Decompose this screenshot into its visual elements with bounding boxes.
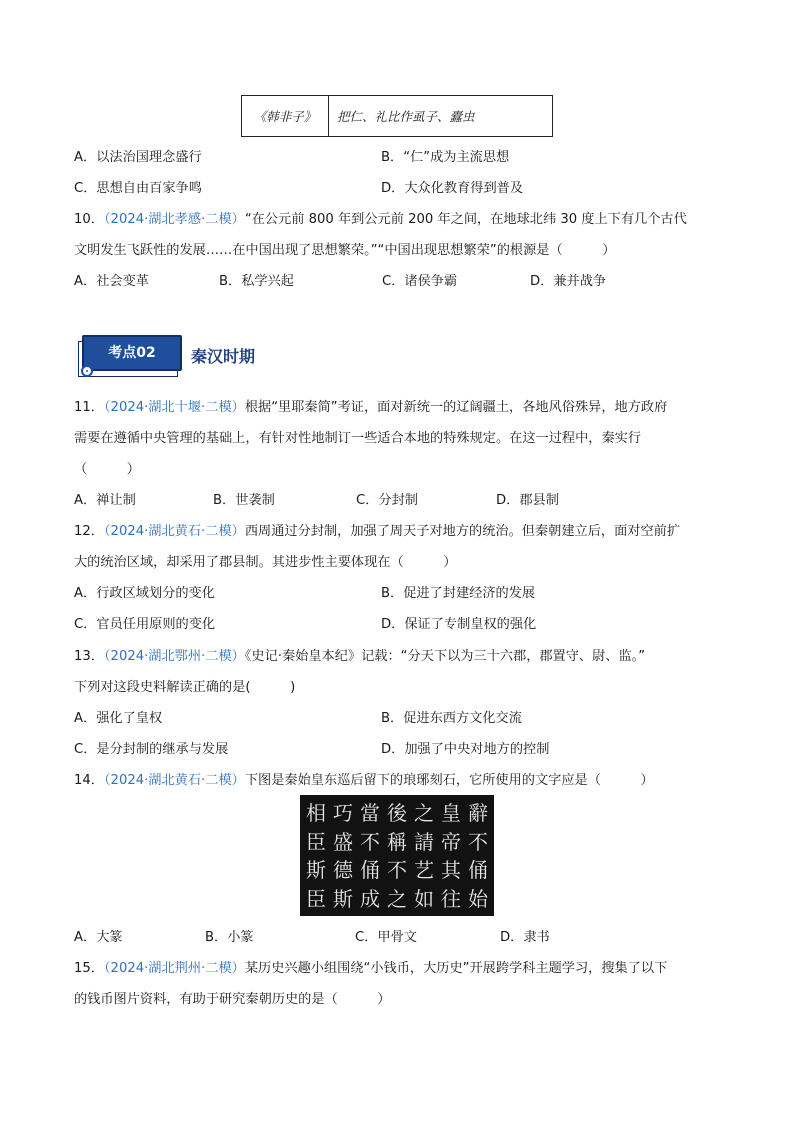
section-badge [78,335,184,377]
stone-column-1: 相臣斯臣 [306,801,326,911]
q14-option-b[interactable]: B．小篆 [205,930,254,945]
q11-text-3: （ ） [74,462,140,477]
q10-number: 10． [74,212,104,227]
q13-stem-line-1 [74,645,645,664]
q10-source: （2024·湖北孝感·二模） [103,212,245,227]
stone-column-3: 當不俑成 [360,801,380,911]
q14-source: （2024·湖北黄石·二模） [103,773,245,788]
q10-option-d[interactable]: D．兼并战争 [530,274,607,289]
q11-number: 11． [74,400,104,415]
badge-dot-icon [81,365,93,377]
section-badge-label: 考点02 [108,345,156,361]
q13-option-b[interactable]: B．促进东西方文化交流 [381,711,522,726]
stone-column-7: 辭不俑始 [468,801,488,911]
q10-option-c[interactable]: C．诸侯争霸 [382,274,458,289]
q11-option-b[interactable]: B．世袭制 [213,493,275,508]
q12-option-c[interactable]: C．官员任用原则的变化 [74,617,216,632]
q12-source: （2024·湖北黄石·二模） [103,524,245,539]
q12-option-d[interactable]: D．保证了专制皇权的强化 [381,617,537,632]
stone-column-2: 巧盛德斯 [333,801,353,911]
q9-option-d[interactable]: D．大众化教育得到普及 [381,181,524,196]
q11-text-2: 需要在遵循中央管理的基础上，有针对性地制订一些适合本地的特殊规定。在这一过程中，秦实行 [74,431,642,446]
langya-stone-inscription-image [300,795,494,916]
q15-text-1: 某历史兴趣小组围绕“小钱币，大历史”开展跨学科主题学习，搜集了以下 [244,961,668,976]
q15-source: （2024·湖北荆州·二模） [103,961,245,976]
q14-stem-line-1 [74,769,654,788]
q12-text-2: 大的统治区域，却采用了郡县制。其进步性主要体现在（ ） [74,555,457,570]
q15-number: 15． [74,961,104,976]
q14-number: 14． [74,773,104,788]
q13-option-c[interactable]: C．是分封制的继承与发展 [74,742,229,757]
q13-option-d[interactable]: D．加强了中央对地方的控制 [381,742,550,757]
q12-stem-line-1 [74,520,680,539]
stone-column-5: 之請艺如 [414,801,434,911]
quote-content: 把仁、礼比作虱子、蠹虫 [329,96,553,137]
q10-option-a[interactable]: A．社会变革 [74,274,149,289]
q9-option-a[interactable]: A．以法治国理念盛行 [74,150,202,165]
quote-source: 《韩非子》 [242,96,329,137]
q12-number: 12． [74,524,104,539]
q10-option-b[interactable]: B．私学兴起 [219,274,294,289]
q11-option-c[interactable]: C．分封制 [356,493,418,508]
q10-text-2: 文明发生飞跃性的发展……在中国出现了思想繁荣。”“中国出现思想繁荣”的根源是（ ） [74,243,616,258]
q10-stem-line-1 [74,208,687,227]
q12-text-1: 西周通过分封制，加强了周天子对地方的统治。但秦朝建立后，面对空前扩 [244,524,681,539]
q13-option-a[interactable]: A．强化了皇权 [74,711,163,726]
q11-option-a[interactable]: A．禅让制 [74,493,136,508]
q11-option-d[interactable]: D．郡县制 [496,493,559,508]
quote-table [241,95,553,137]
stone-column-4: 後稱不之 [387,801,407,911]
section-title: 秦汉时期 [191,347,256,366]
q11-source: （2024·湖北十堰·二模） [103,400,245,415]
q12-option-b[interactable]: B．促进了封建经济的发展 [381,586,536,601]
q15-stem-line-1 [74,957,667,976]
q9-option-c[interactable]: C．思想自由百家争鸣 [74,181,202,196]
q13-source: （2024·湖北鄂州·二模） [103,649,245,664]
q10-text-1: “在公元前 800 年到公元前 200 年之间，在地球北纬 30 度上下有几个古代 [244,212,687,227]
q14-text-1: 下图是秦始皇东巡后留下的琅琊刻石，它所使用的文字应是（ ） [244,773,654,788]
q12-option-a[interactable]: A．行政区域划分的变化 [74,586,215,601]
q11-stem-line-1 [74,396,667,415]
q14-option-d[interactable]: D．隶书 [500,930,550,945]
q13-number: 13． [74,649,104,664]
q14-option-c[interactable]: C．甲骨文 [355,930,417,945]
q13-text-1: 《史记·秦始皇本纪》记载：“分天下以为三十六郡，郡置守、尉、监。” [244,649,646,664]
q15-text-2: 的钱币图片资料，有助于研究秦朝历史的是（ ） [74,992,391,1007]
q11-text-1: 根据“里耶秦简”考证，面对新统一的辽阔疆土，各地风俗殊异，地方政府 [244,400,668,415]
stone-column-6: 皇帝其往 [441,801,461,911]
q13-text-2: 下列对这段史料解读正确的是( ) [74,680,296,695]
q9-option-b[interactable]: B．“仁”成为主流思想 [381,150,510,165]
q14-option-a[interactable]: A．大篆 [74,930,123,945]
